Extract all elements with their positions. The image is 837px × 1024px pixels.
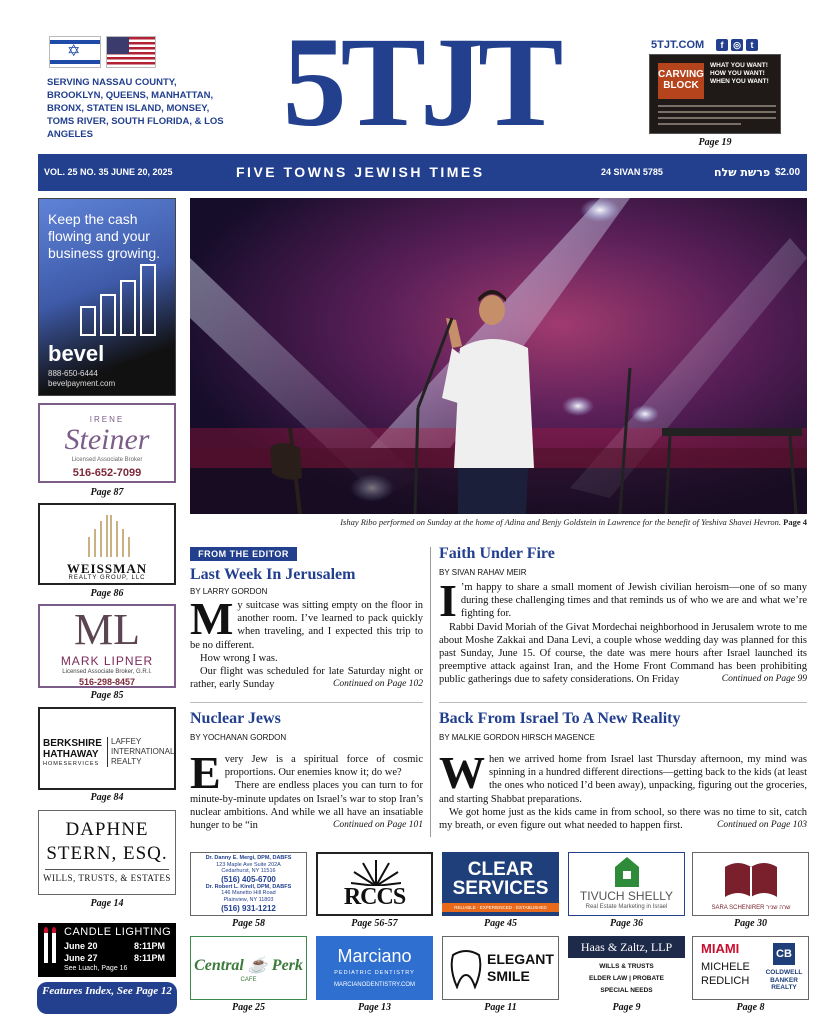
central-perk-ad[interactable] xyxy=(190,936,307,1000)
rccs-page: Page 56-57 xyxy=(351,918,398,929)
sunburst-icon xyxy=(351,858,401,886)
dropcap: W xyxy=(439,747,485,798)
paragraph: Our flight was scheduled for late Saturday night or rather, early Sunday xyxy=(190,666,423,691)
central-page: Page 25 xyxy=(231,1002,266,1013)
clear-page: Page 45 xyxy=(483,918,518,929)
marciano-url: MARCIANODENTISTRY.COM xyxy=(333,982,416,988)
podiatry-phone1: (516) 405-6700 xyxy=(221,874,276,884)
haas-line4: SPECIAL NEEDS xyxy=(600,987,653,994)
coldwell-l3: REALTY xyxy=(771,984,797,991)
building-icon xyxy=(84,511,134,559)
podiatry-addr1: 123 Maple Ave Suite 202A xyxy=(216,861,281,868)
irene-last: Steiner xyxy=(64,423,150,456)
dropcap: M xyxy=(190,593,234,644)
daphne-line1: DAPHNE xyxy=(65,819,149,840)
daphne-line2: STERN, ESQ. xyxy=(46,843,168,864)
paragraph: Rabbi David Moriah of the Givat Mordechai neighborhood in Jerusalem wrote to me about Moshe Zakkai and Dana Levi, a couple whose wedding day was planned for this past Sunday, June 15. Of course, the date was mere hours after Israel launched its preemptive attack against Iran, and the Home Front Command has been prohibiting public gatherings due to safety considerations. On Friday xyxy=(439,621,807,686)
carving-ad-page: Page 19 xyxy=(698,137,732,148)
elegant-line2: SMILE xyxy=(487,968,530,984)
column-divider xyxy=(430,547,431,837)
sara-schenirer-ad[interactable] xyxy=(692,852,809,916)
paper-name: FIVE TOWNS JEWISH TIMES xyxy=(236,164,485,180)
article-byline-back-from-israel: BY MALKIE GORDON HIRSCH MAGENCE xyxy=(439,733,595,742)
continued-link[interactable]: Continued on Page 101 xyxy=(333,820,423,831)
clear-services-ad[interactable] xyxy=(442,852,559,916)
article-title-last-week[interactable]: Last Week In Jerusalem xyxy=(190,566,356,583)
michele-first: MICHELE xyxy=(701,961,750,973)
central-cafe: CAFE xyxy=(240,977,257,983)
elegant-page: Page 11 xyxy=(484,1002,517,1013)
coldwell-l1: COLDWELL xyxy=(765,969,803,976)
continued-link[interactable]: Continued on Page 99 xyxy=(721,674,807,685)
sara-en: SARA SCHENIRER xyxy=(711,905,765,911)
paragraph: very Jew is a spiritual force of cosmic proportions. Our enemies know it; do we? xyxy=(224,754,423,779)
bevel-logo: bevel xyxy=(48,341,105,366)
paragraph: We got home just as the kids came in from school, so there was no time to sit, catch my breath, or even figure out what needed to happen first. xyxy=(439,806,807,832)
article-body-nuclear xyxy=(190,747,423,832)
irene-role: Licensed Associate Broker xyxy=(71,457,143,463)
article-title-back-from-israel[interactable]: Back From Israel To A New Reality xyxy=(439,710,681,727)
perk-word: Perk xyxy=(271,957,303,974)
tooth-icon xyxy=(449,949,483,989)
masthead-logo[interactable]: 5TJT xyxy=(282,11,558,153)
irene-first: IRENE xyxy=(89,415,125,424)
continued-link[interactable]: Continued on Page 103 xyxy=(717,820,807,831)
elegant-smile-ad[interactable] xyxy=(442,936,559,1000)
candle-date2: June 27 xyxy=(64,953,98,963)
podiatry-ad[interactable] xyxy=(190,852,307,916)
paragraph: There are endless places you can turn to for minute-by-minute updates on Israel’s war to stop Iran’s nuclear ambitions. And while we all have an insatiable hunger to be “in xyxy=(190,780,423,832)
podiatry-phone2: (516) 931-1212 xyxy=(221,903,276,913)
instagram-icon[interactable]: ◎ xyxy=(731,39,743,51)
coldwell-text xyxy=(759,969,809,992)
podiatry-dr1: Dr. Danny E. Mergi, DPM, DABFS xyxy=(205,855,292,861)
haas-line2: WILLS & TRUSTS xyxy=(599,963,654,970)
sara-page: Page 30 xyxy=(733,918,768,929)
berkshire-line3: HOMESERVICES xyxy=(43,761,100,767)
podiatry-city2: Plainview, NY 11803 xyxy=(223,896,274,903)
bevel-phone: 888-650-6444 xyxy=(48,369,98,378)
tivuch-name: TIVUCH SHELLY xyxy=(579,889,674,903)
article-body-last-week xyxy=(190,593,423,691)
candle-time2: 8:11PM xyxy=(134,953,166,963)
article-byline-nuclear: BY YOCHANAN GORDON xyxy=(190,733,287,742)
tivuch-shelly-ad[interactable] xyxy=(568,852,685,916)
article-byline-last-week: BY LARRY GORDON xyxy=(190,587,268,596)
caption-text: Ishay Ribo performed on Sunday at the home of Adina and Benjy Goldstein in Lawrence for the benefit of Yeshiva Shavei Hevron. xyxy=(340,517,782,527)
features-index-button[interactable]: Features Index, See Page 12 xyxy=(37,982,177,1014)
bevel-url: bevelpayment.com xyxy=(48,379,116,388)
rccs-name: RCCS xyxy=(343,884,406,910)
sara-he: שרה שניר xyxy=(766,905,791,911)
photo-caption xyxy=(190,517,807,527)
berkshire-hathaway-ad[interactable] xyxy=(38,707,176,790)
haas-line3: ELDER LAW | PROBATE xyxy=(588,975,664,982)
candle-note: See Luach, Page 16 xyxy=(64,965,128,972)
marciano-ad[interactable] xyxy=(316,936,433,1000)
berkshire-r3: REALTY xyxy=(111,757,142,766)
miami-label: MIAMI xyxy=(701,941,740,956)
social-links xyxy=(716,39,758,51)
weissman-ad[interactable] xyxy=(38,503,176,585)
daphne-page: Page 14 xyxy=(90,898,124,909)
book-icon xyxy=(723,859,779,899)
article-byline-faith: BY SIVAN RAHAV MEIR xyxy=(439,568,527,577)
berkshire-r2: INTERNATIONAL xyxy=(111,747,175,756)
paragraph: hen we arrived home from Israel last Thursday afternoon, my mind was spinning in a hundred different directions—getting back to the kids (at least the ones who noticed I’d been away), unpacking, figuring out the groceries, and starting Shabbat preparations. xyxy=(439,754,807,805)
tivuch-page: Page 36 xyxy=(609,918,644,929)
us-flag-icon xyxy=(106,36,156,68)
house-icon xyxy=(615,857,639,887)
article-body-faith xyxy=(439,575,807,687)
facebook-icon[interactable]: f xyxy=(716,39,728,51)
carving-block-ad[interactable] xyxy=(649,54,781,134)
berkshire-page: Page 84 xyxy=(90,792,124,803)
coverage-area: SERVING NASSAU COUNTY, BROOKLYN, QUEENS, MANHATTAN, BRONX, STATEN ISLAND, MONSEY, TOMS RIVER, SOUTH FLORIDA, & LOS ANGELES xyxy=(47,77,224,140)
lipner-monogram: ML xyxy=(74,605,140,654)
clear-line3: RELIABLE · EXPERIENCED · ESTABLISHED xyxy=(442,903,559,912)
marciano-page: Page 13 xyxy=(357,1002,392,1013)
michele-page: Page 8 xyxy=(736,1002,765,1013)
dropcap: E xyxy=(190,747,221,798)
lipner-name: MARK LIPNER xyxy=(60,654,154,668)
weissman-sub: REALTY GROUP, LLC xyxy=(68,575,146,581)
marciano-name: Marciano xyxy=(337,946,412,966)
section-rule xyxy=(439,702,807,703)
berkshire-line1: BERKSHIRE xyxy=(43,738,102,749)
tivuch-sub: Real Estate Marketing in Israel xyxy=(585,904,668,910)
coldwell-l2: BANKER xyxy=(770,976,798,984)
podiatry-city1: Cedarhurst, NY 11516 xyxy=(221,868,276,875)
sara-name xyxy=(693,905,809,911)
price: $2.00 xyxy=(775,167,801,178)
paragraph: How wrong I was. xyxy=(200,652,278,664)
bar-graph-icon xyxy=(79,257,174,337)
michele-last: REDLICH xyxy=(701,975,750,987)
lipner-page: Page 85 xyxy=(90,690,124,701)
article-title-faith-under-fire[interactable]: Faith Under Fire xyxy=(439,545,555,562)
israel-flag-icon: ✡ xyxy=(49,36,101,68)
lipner-phone: 516-298-8457 xyxy=(78,677,136,687)
parsha: פרשת שלח xyxy=(714,166,771,179)
central-word: Central xyxy=(194,957,244,974)
haas-zaltz-ad[interactable] xyxy=(568,936,685,1000)
podiatry-page: Page 58 xyxy=(231,918,266,929)
candle-time1: 8:11PM xyxy=(134,941,166,951)
lipner-role: Licensed Associate Broker, G.R.I. xyxy=(62,669,152,675)
from-the-editor-tag: FROM THE EDITOR xyxy=(190,547,297,561)
irene-page: Page 87 xyxy=(90,487,124,498)
paragraph: y suitcase was sitting empty on the floor in another room. I’ve learned to pack quickly when traveling, and I expected this trip to be no different. xyxy=(190,600,423,651)
candle-icon xyxy=(44,933,48,963)
paragraph: ’m happy to share a small moment of Jewish civilian heroism—one of so many during these challenging times and that reminds us of who we are and what we’re fighting for. xyxy=(460,582,807,620)
candle-title: CANDLE LIGHTING xyxy=(64,926,172,938)
issue-volume: VOL. 25 NO. 35 JUNE 20, 2025 xyxy=(44,167,173,177)
mark-lipner-ad[interactable] xyxy=(38,604,176,688)
concert-photo xyxy=(190,198,807,514)
bevel-tagline: Keep the cash flowing and your business growing. xyxy=(48,211,161,261)
irene-phone: 516-652-7099 xyxy=(72,467,142,479)
berkshire-r1: LAFFEY xyxy=(111,737,142,746)
podiatry-addr2: 146 Manetto Hill Road xyxy=(221,890,276,897)
daphne-stern-ad[interactable] xyxy=(38,810,176,895)
bevel-ad[interactable] xyxy=(38,198,176,396)
daphne-line3: WILLS, TRUSTS, & ESTATES xyxy=(43,873,171,883)
berkshire-line2: HATHAWAY xyxy=(43,749,99,760)
website-link[interactable]: 5TJT.COM xyxy=(651,39,705,51)
coldwell-logo-icon: CB xyxy=(773,943,795,965)
carving-block-fineprint xyxy=(658,105,776,129)
performer-image xyxy=(190,198,807,514)
podiatry-dr2: Dr. Robert L. Kirell, DPM, DABFS xyxy=(205,883,292,890)
dropcap: I xyxy=(439,575,457,626)
article-title-nuclear-jews[interactable]: Nuclear Jews xyxy=(190,710,281,727)
twitter-icon[interactable]: t xyxy=(746,39,758,51)
continued-link[interactable]: Continued on Page 102 xyxy=(333,679,423,690)
carving-block-tagline: WHAT YOU WANT! HOW YOU WANT! WHEN YOU WANT! xyxy=(710,62,769,85)
haas-page: Page 9 xyxy=(612,1002,641,1013)
article-body-back-from-israel xyxy=(439,747,807,832)
caption-page: Page 4 xyxy=(783,517,807,527)
rccs-ad[interactable] xyxy=(316,852,433,916)
hebrew-date: 24 SIVAN 5785 xyxy=(601,167,663,177)
carving-block-logo: CARVING BLOCK xyxy=(658,63,704,99)
weissman-page: Page 86 xyxy=(90,588,124,599)
clear-line1: CLEAR xyxy=(467,859,534,880)
irene-steiner-ad[interactable] xyxy=(38,403,176,483)
elegant-line1: ELEGANT xyxy=(487,951,554,967)
section-rule xyxy=(190,702,423,703)
issue-bar xyxy=(38,154,807,191)
michele-redlich-ad[interactable] xyxy=(692,936,809,1000)
candle-date1: June 20 xyxy=(64,941,98,951)
weissman-name: WEISSMAN xyxy=(66,561,148,576)
marciano-sub: PEDIATRIC DENTISTRY xyxy=(334,970,415,976)
haas-name: Haas & Zaltz, LLP xyxy=(580,940,673,954)
coffee-cup-icon: ☕ xyxy=(247,957,268,974)
central-perk-name xyxy=(191,955,306,975)
candle-lighting-box xyxy=(38,923,176,977)
clear-line2: SERVICES xyxy=(452,878,549,899)
